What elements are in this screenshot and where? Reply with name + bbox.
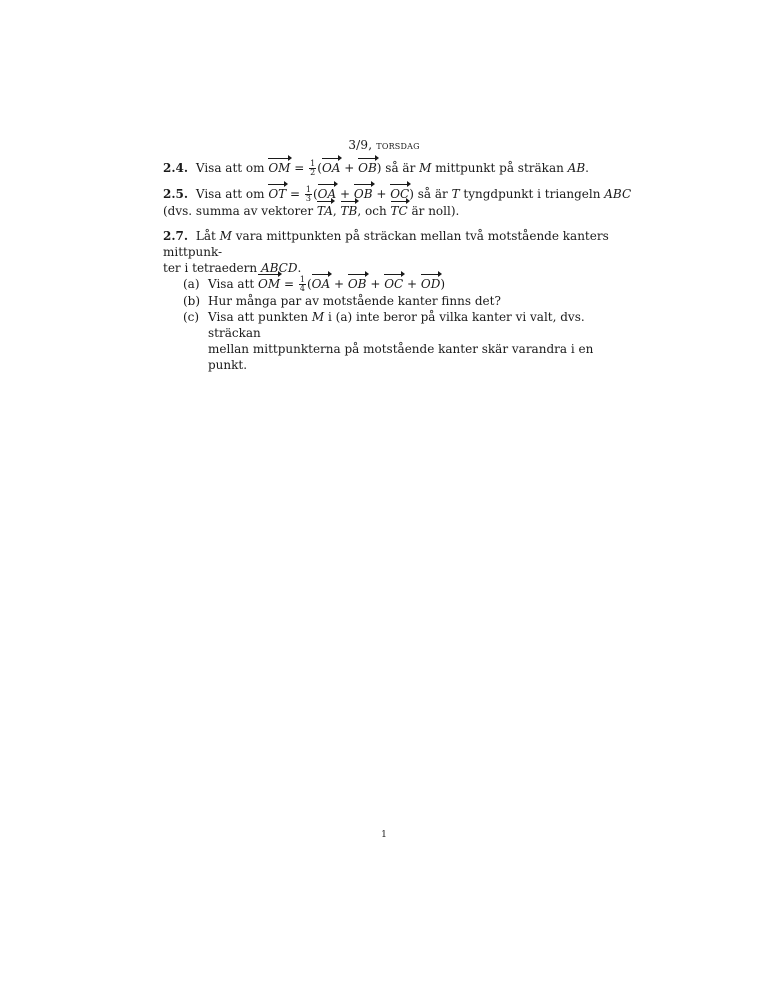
fraction: [309, 160, 316, 177]
problem-text: tyngdpunkt i triangeln: [459, 187, 605, 201]
vector-tb: TB: [340, 204, 358, 218]
problem-text: så är: [381, 161, 420, 175]
problem-2-7: [163, 228, 633, 373]
vector-oa: OA: [317, 187, 337, 201]
vector-oc: OC: [384, 277, 404, 291]
period: .: [585, 161, 589, 175]
vector-ob: OB: [358, 161, 377, 175]
subquestion-list: [163, 276, 633, 373]
problem-text: Visa att om: [195, 161, 269, 175]
problem-text: mittpunkt på sträkan: [431, 161, 568, 175]
vector-om: OM: [258, 277, 281, 291]
subquestion-text: i (a) inte beror på vilka kanter vi valt, dvs. sträckan: [208, 310, 585, 340]
fraction-denominator: 3: [305, 194, 311, 203]
point-m: M: [219, 229, 232, 243]
paren-open: (: [312, 187, 318, 201]
plus: +: [366, 277, 385, 291]
paren-close: ): [409, 187, 414, 201]
problem-number: 2.5.: [163, 187, 189, 201]
fraction-denominator: 2: [310, 168, 316, 177]
vector-oa: OA: [311, 277, 331, 291]
subquestion-text: Visa att: [208, 277, 259, 291]
problem-number: 2.4.: [163, 161, 189, 175]
subquestion-label: (c): [183, 310, 200, 324]
fraction-numerator: 1: [310, 159, 316, 168]
vector-oc: OC: [390, 187, 410, 201]
period: .: [297, 261, 302, 275]
plus: +: [372, 187, 391, 201]
point-m: M: [311, 310, 325, 324]
problem-text: , och: [357, 204, 391, 218]
fraction-numerator: 1: [299, 275, 305, 284]
subquestion-c: [163, 309, 633, 373]
paren-close: ): [376, 161, 382, 175]
problem-text: så är: [413, 187, 452, 201]
fraction-numerator: 1: [305, 185, 311, 194]
point-t: T: [451, 187, 460, 201]
problem-text: är noll).: [407, 204, 460, 218]
fraction: [305, 186, 312, 203]
paren-close: ): [440, 277, 446, 291]
problem-text: Visa att om: [195, 187, 269, 201]
vector-oa: OA: [321, 161, 341, 175]
subquestion-label: (a): [183, 277, 200, 291]
plus: +: [340, 161, 359, 175]
vector-ot: OT: [268, 187, 287, 201]
triangle-abc: ABC: [604, 187, 632, 201]
problem-text: vara mittpunkten på sträckan mellan två motstående kanters mittpunk-: [163, 229, 609, 259]
vector-om: OM: [268, 161, 291, 175]
problem-text: Låt: [195, 229, 220, 243]
plus: +: [330, 277, 348, 291]
problem-text: ter i tetraedern: [163, 261, 261, 275]
page-header: [0, 138, 768, 152]
vector-ob: OB: [353, 187, 373, 201]
subquestion-text: Visa att punkten: [208, 310, 312, 324]
tetrahedron-abcd: ABCD: [260, 261, 298, 275]
vector-ob: OB: [347, 277, 367, 291]
problem-text: (dvs. summa av vektorer: [163, 204, 317, 218]
problem-number: 2.7.: [163, 229, 189, 243]
equals: =: [280, 277, 298, 291]
plus: +: [336, 187, 354, 201]
vector-tc: TC: [390, 204, 408, 218]
header-date: 3/9,: [348, 138, 377, 152]
paren-open: (: [317, 161, 322, 175]
point-m: M: [419, 161, 432, 175]
plus: +: [403, 277, 421, 291]
equals: =: [290, 161, 309, 175]
subquestion-text: mellan mittpunkterna på motstående kanter skär varandra i en punkt.: [208, 342, 594, 372]
problem-2-5: [163, 186, 633, 219]
subquestion-b: [163, 293, 633, 309]
comma: ,: [332, 204, 341, 218]
header-day: torsdag: [376, 138, 420, 152]
segment-ab: AB: [567, 161, 586, 175]
vector-ta: TA: [316, 204, 333, 218]
subquestion-label: (b): [183, 294, 201, 308]
subquestion-a: [163, 276, 633, 293]
equals: =: [286, 187, 304, 201]
problem-2-4: [163, 160, 633, 177]
fraction: [299, 276, 306, 293]
subquestion-text: Hur många par av motstående kanter finns det?: [208, 294, 501, 308]
paren-open: (: [306, 277, 312, 291]
vector-od: OD: [420, 277, 441, 291]
page-number: 1: [381, 830, 387, 840]
fraction-denominator: 4: [299, 284, 305, 293]
